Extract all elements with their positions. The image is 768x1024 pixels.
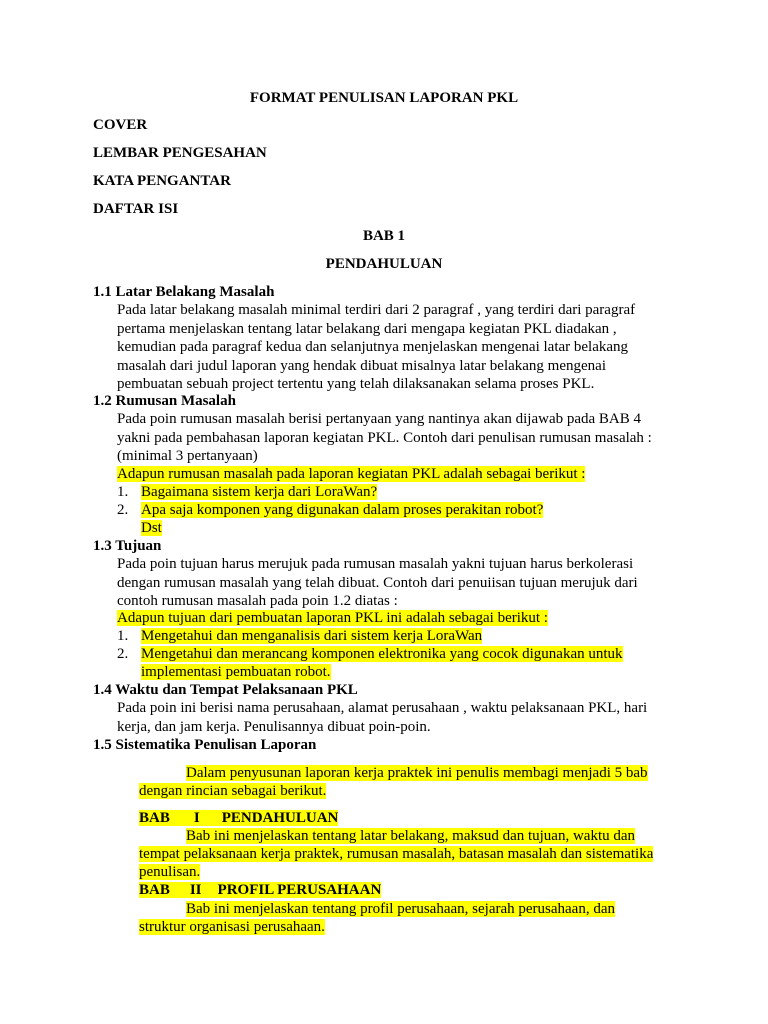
section-heading: 1.3 Tujuan: [93, 538, 162, 554]
example-intro: Adapun rumusan masalah pada laporan kegiatan PKL adalah sebagai berikut :: [117, 466, 586, 482]
front-matter-daftar-isi: DAFTAR ISI: [93, 201, 179, 217]
sistematika-intro-line: Dalam penyusunan laporan kerja praktek ini penulis membagi menjadi 5 bab: [186, 765, 648, 781]
chapter-number: BAB 1: [362, 228, 406, 244]
bab-heading-pendahuluan: BAB I PENDAHULUAN: [139, 810, 339, 826]
section-paragraph: [117, 410, 674, 466]
list-item: 1. Mengetahui dan menganalisis dari sistem kerja LoraWan: [117, 628, 483, 644]
paragraph-line: dengan rumusan masalah yang telah dibuat. Contoh dari penuiisan tujuan merujuk dari: [117, 574, 638, 591]
paragraph-line: masalah dari judul laporan yang hendak dibuat misalnya latar belakang mengenai: [117, 357, 606, 374]
paragraph-line: pembuatan sebuah project tertentu yang telah dilaksanakan selama proses PKL.: [117, 376, 595, 392]
bab-description-line: Bab ini menjelaskan tentang latar belakang, maksud dan tujuan, waktu dan: [186, 828, 636, 844]
list-item: 1. Bagaimana sistem kerja dari LoraWan?: [117, 484, 378, 500]
list-item-continuation: implementasi pembuatan robot.: [141, 664, 331, 680]
document-title: FORMAT PENULISAN LAPORAN PKL: [249, 90, 519, 106]
section-paragraph: [117, 699, 674, 736]
paragraph-line: Pada poin tujuan harus merujuk pada rumusan masalah yakni tujuan harus berkolerasi: [117, 556, 634, 572]
bab-description-line: struktur organisasi perusahaan.: [139, 919, 325, 935]
bab-description-line: penulisan.: [139, 864, 201, 880]
section-paragraph: [117, 555, 638, 611]
section-heading: 1.4 Waktu dan Tempat Pelaksanaan PKL: [93, 682, 358, 698]
paragraph-line: Pada poin rumusan masalah berisi pertanyaan yang nantinya akan dijawab pada BAB 4: [117, 411, 642, 427]
front-matter-kata-pengantar: KATA PENGANTAR: [93, 173, 231, 189]
chapter-title: PENDAHULUAN: [325, 256, 443, 272]
example-intro: Adapun tujuan dari pembuatan laporan PKL ini adalah sebagai berikut :: [117, 610, 548, 626]
front-matter-lembar-pengesahan: LEMBAR PENGESAHAN: [93, 145, 267, 161]
list-etc: Dst: [141, 520, 162, 536]
section-paragraph: [117, 301, 674, 394]
paragraph-line: yakni pada pembahasan laporan kegiatan PKL. Contoh dari penulisan rumusan masalah :: [117, 429, 652, 446]
bab-heading-profil-perusahaan: BAB II PROFIL PERUSAHAAN: [139, 882, 382, 898]
bab-description-line: Bab ini menjelaskan tentang profil perusahaan, sejarah perusahaan, dan: [186, 901, 616, 917]
section-heading: 1.2 Rumusan Masalah: [93, 393, 236, 409]
front-matter-cover: COVER: [93, 117, 148, 133]
paragraph-line: Pada poin ini berisi nama perusahaan, alamat perusahaan , waktu pelaksanaan PKL, hari: [117, 700, 648, 716]
section-heading: 1.1 Latar Belakang Masalah: [93, 284, 275, 300]
bab-description-line: tempat pelaksanaan kerja praktek, rumusan masalah, batasan masalah dan sistematika: [139, 846, 654, 862]
paragraph-line: kerja, dan jam kerja. Penulisannya dibuat poin-poin.: [117, 718, 431, 735]
section-heading: 1.5 Sistematika Penulisan Laporan: [93, 737, 317, 753]
paragraph-line: (minimal 3 pertanyaan): [117, 448, 258, 464]
sistematika-intro-line: dengan rincian sebagai berikut.: [139, 783, 327, 799]
paragraph-line: pertama menjelaskan tentang latar belakang dari mengapa kegiatan PKL diadakan ,: [117, 320, 617, 337]
paragraph-line: kemudian pada paragraf kedua dan selanjutnya menjelaskan mengenai latar belakang: [117, 339, 629, 355]
paragraph-line: contoh rumusan masalah pada poin 1.2 diatas :: [117, 593, 398, 609]
list-item: 2. Mengetahui dan merancang komponen elektronika yang cocok digunakan untuk: [117, 646, 623, 662]
list-item: 2. Apa saja komponen yang digunakan dalam proses perakitan robot?: [117, 502, 544, 518]
paragraph-line: Pada latar belakang masalah minimal terdiri dari 2 paragraf , yang terdiri dari paragraf: [117, 302, 636, 318]
